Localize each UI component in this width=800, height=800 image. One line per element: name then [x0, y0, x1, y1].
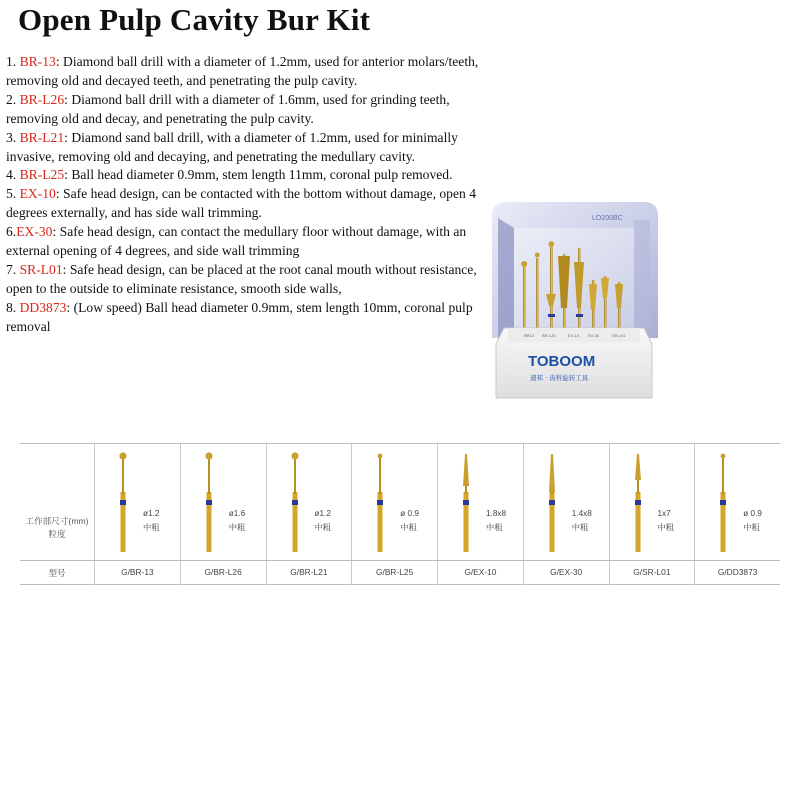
svg-text:SR-L01: SR-L01	[612, 333, 626, 338]
lid-code: LO200BC	[592, 215, 623, 222]
list-item: 7. SR-L01: Safe head design, can be placed at the root canal mouth without resistance, open to the outside to eliminate resistance, smooth side walls,	[6, 261, 477, 296]
spec-row-models	[20, 560, 780, 585]
bur-icon	[610, 444, 660, 560]
model-cell-1	[94, 561, 180, 585]
list-item: 3. BR-L21: Diamond sand ball drill, with a diameter of 1.2mm, used for minimally invasive, removing old and decaying, and penetrating the medullary cavity.	[6, 129, 458, 164]
bur-grit: 中粗	[228, 523, 246, 532]
bur-cell-1	[94, 444, 180, 560]
bur-size: 1.4x8	[571, 509, 592, 518]
svg-text:EX-30: EX-30	[588, 333, 600, 338]
bur-cell-8	[694, 444, 780, 560]
bur-icon	[352, 444, 402, 560]
item-code: BR-L25	[19, 167, 65, 183]
bur-cell-6	[523, 444, 609, 560]
model-code: G/BR-L25	[376, 567, 414, 577]
model-cell-7	[609, 561, 695, 585]
list-item: 4. BR-L25: Ball head diameter 0.9mm, stem length 11mm, coronal pulp removed.	[6, 167, 453, 183]
model-code: G/SR-L01	[633, 567, 671, 577]
model-cell-6	[523, 561, 609, 585]
bur-grit: 中粗	[743, 523, 760, 532]
list-item: 1. BR-13: Diamond ball drill with a diameter of 1.2mm, used for anterior molars/teeth, removing old and decayed teeth, and penetrating the pulp cavity.	[6, 54, 479, 88]
bur-grit: 中粗	[400, 523, 417, 532]
bur-icon	[695, 444, 745, 560]
item-code: BR-L21	[19, 129, 65, 145]
list-item: 8. DD3873: (Low speed) Ball head diameter 0.9mm, stem length 10mm, coronal pulp removal	[6, 299, 473, 334]
bur-grit: 中粗	[143, 523, 160, 532]
bur-icon	[524, 444, 574, 560]
model-label: 型号	[48, 568, 66, 578]
size-label: 工作部尺寸(mm)	[25, 516, 89, 526]
brand-subtitle: 逋邦 · 齿科旋转工具	[530, 374, 589, 382]
item-code: BR-L26	[19, 91, 65, 107]
spec-table	[20, 443, 780, 585]
bur-size: 1.8x8	[486, 509, 507, 518]
model-cell-5	[437, 561, 523, 585]
item-code: EX-10	[19, 186, 56, 202]
svg-text:BR-L26: BR-L26	[542, 333, 556, 338]
item-code: BR-13	[19, 54, 56, 69]
row-header-model	[20, 561, 94, 585]
brand-logo: TOBOOM	[528, 353, 596, 370]
bur-cell-3	[266, 444, 352, 560]
page-title: Open Pulp Cavity Bur Kit	[18, 2, 371, 37]
grit-label: 粒度	[48, 529, 66, 539]
bur-cell-2	[180, 444, 266, 560]
description-list	[6, 53, 488, 337]
bur-grit: 中粗	[657, 523, 674, 532]
model-cell-8	[694, 561, 780, 585]
bur-cell-7	[609, 444, 695, 560]
bur-size: ø1.2	[143, 509, 160, 518]
bur-cell-4	[351, 444, 437, 560]
bur-icon	[181, 444, 231, 560]
bur-icon	[438, 444, 488, 560]
model-cell-2	[180, 561, 266, 585]
item-code: EX-30	[16, 224, 53, 240]
list-item: 2. BR-L26: Diamond ball drill with a diameter of 1.6mm, used for grinding teeth, removing old and decay, and penetrating the pulp cavity.	[6, 91, 450, 126]
model-code: G/BR-L21	[290, 567, 328, 577]
list-item: 5. EX-10: Safe head design, can be contacted with the bottom without damage, open 4 degrees externally, and has side wall trimming.	[6, 186, 476, 221]
bur-size: ø1.2	[314, 509, 331, 518]
bur-size: ø 0.9	[743, 509, 762, 518]
model-code: G/BR-13	[121, 567, 154, 577]
bur-icon	[95, 444, 145, 560]
model-code: G/DD3873	[717, 567, 758, 577]
model-cell-3	[266, 561, 352, 585]
bur-size: ø 0.9	[400, 509, 419, 518]
model-code: G/EX-30	[550, 567, 583, 577]
bur-grit: 中粗	[314, 523, 331, 532]
bur-size: 1x7	[657, 509, 671, 518]
model-code: G/BR-L26	[204, 567, 242, 577]
model-cell-4	[351, 561, 437, 585]
item-code: SR-L01	[19, 261, 63, 277]
item-code: DD3873	[19, 299, 67, 315]
bur-cell-5	[437, 444, 523, 560]
svg-text:BR13: BR13	[524, 333, 535, 338]
list-item: 6.EX-30: Safe head design, can contact the medullary floor without damage, with an external opening of 4 degrees, and side wall trimming	[6, 224, 467, 259]
bur-grit: 中粗	[486, 523, 503, 532]
bur-grit: 中粗	[571, 523, 589, 532]
model-code: G/EX-10	[464, 567, 497, 577]
bur-icon	[267, 444, 317, 560]
svg-text:EX-10: EX-10	[568, 333, 580, 338]
spec-row-images	[20, 444, 780, 560]
bur-size: ø1.6	[228, 509, 246, 518]
row-header-size	[20, 444, 94, 560]
bur-kit-photo	[484, 198, 662, 406]
